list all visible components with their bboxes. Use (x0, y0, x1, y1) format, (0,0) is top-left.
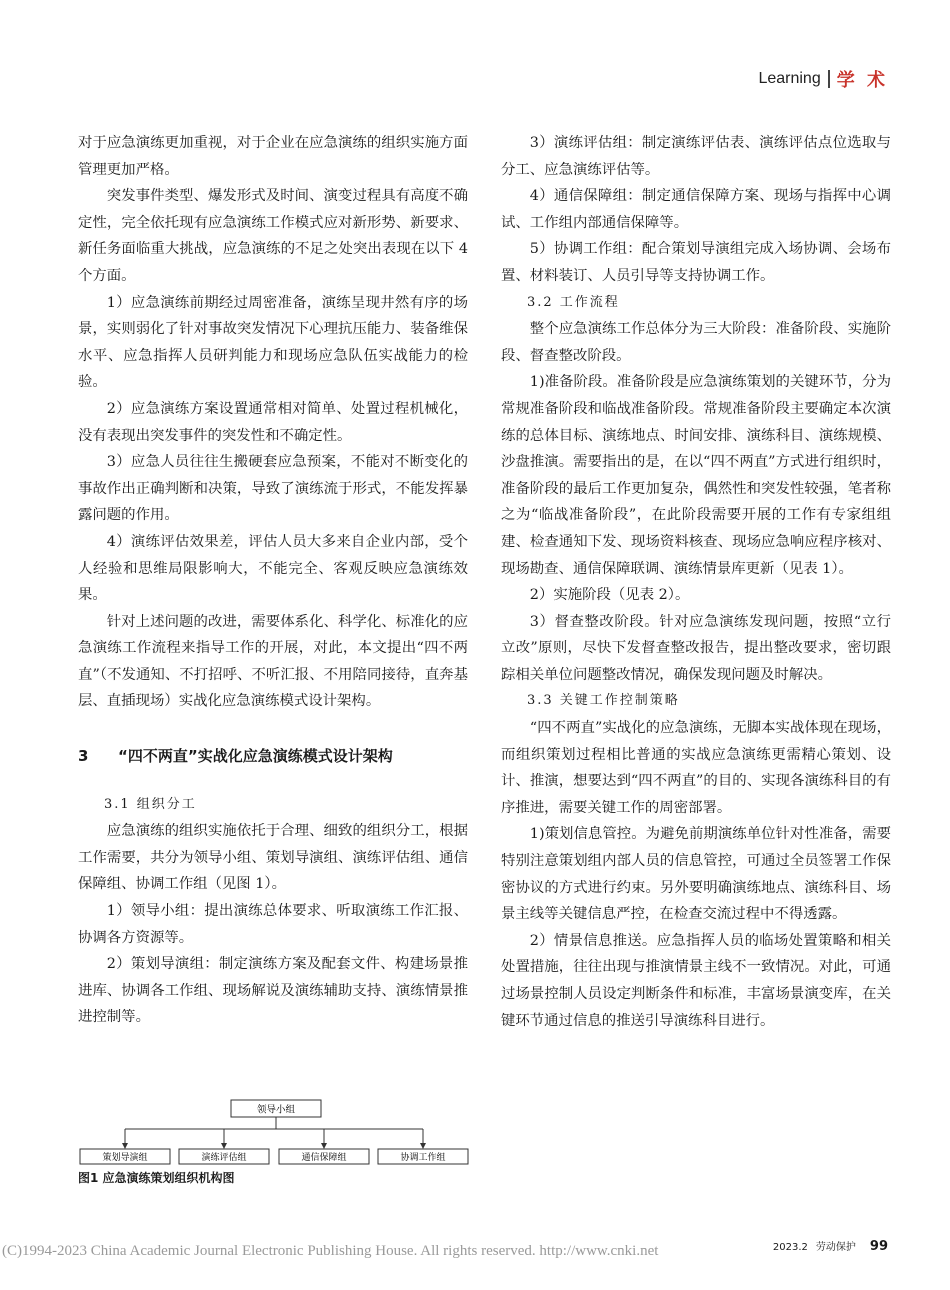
copyright-watermark: (C)1994-2023 China Academic Journal Electronic Publishing House. All rights reserved. http://www.cnki.net (2, 1243, 659, 1259)
arrow-head (221, 1143, 227, 1149)
paragraph: 突发事件类型、爆发形式及时间、演变过程具有高度不确定性，完全依托现有应急演练工作模式应对新形势、新要求、新任务面临重大挑战，应急演练的不足之处突出表现在以下 4 个方面。 (78, 188, 468, 284)
paragraph: 2）实施阶段（见表 2）。 (529, 587, 690, 604)
header-divider (828, 70, 830, 88)
section-number: 3 (78, 747, 89, 766)
subsection-heading: 3.3 关键工作控制策略 (527, 693, 680, 709)
org-child-label: 通信保障组 (301, 1153, 347, 1163)
org-child-label: 策划导演组 (102, 1153, 148, 1163)
paragraph: 2）策划导演组：制定演练方案及配套文件、构建场景推进库、协调各工作组、现场解说及演练辅助支持、演练情景推进控制等。 (78, 956, 468, 1026)
figure-caption: 图1 应急演练策划组织机构图 (78, 1171, 235, 1185)
paragraph: 应急演练的组织实施依托于合理、细致的组织分工，根据工作需要，共分为领导小组、策划导演组、演练评估组、通信保障组、协调工作组（见图 1）。 (78, 823, 468, 893)
section-heading (78, 743, 468, 770)
paragraph: 4）演练评估效果差，评估人员大多来自企业内部，受个人经验和思维局限影响大，不能完全、客观反映应急演练效果。 (78, 533, 468, 604)
org-child-label: 协调工作组 (400, 1153, 446, 1163)
subsection-heading: 3.1 组织分工 (104, 796, 197, 812)
org-chart-diagram (78, 1095, 470, 1167)
paragraph: 整个应急演练工作总体分为三大阶段：准备阶段、实施阶段、督查整改阶段。 (501, 321, 891, 364)
paragraph: 针对上述问题的改进，需要体系化、科学化、标准化的应急演练工作流程来指导工作的开展，对此，本文提出“四不两直”（不发通知、不打招呼、不听汇报、不用陪同接待，直奔基层、直插现场）实战化应急演练模式设计架构。 (78, 613, 468, 710)
paragraph: “四不两直”实战化的应急演练，无脚本实战体现在现场，而组织策划过程相比普通的实战应急演练更需精心策划、设计、推演，想要达到“四不两直”的目的、实现各演练科目的有序推进，需要关键工作的周密部署。 (501, 720, 891, 816)
paragraph: 对于应急演练更加重视，对于企业在应急演练的组织实施方面管理更加严格。 (78, 135, 468, 178)
figure-org-chart (78, 1095, 470, 1186)
paragraph: 3）督查整改阶段。针对应急演练发现问题，按照“立行立改”原则，尽快下发督查整改报告，提出整改要求，密切跟踪相关单位问题整改情况，确保发现问题及时解决。 (501, 613, 891, 683)
arrow-head (420, 1143, 426, 1149)
paragraph: 1)准备阶段。准备阶段是应急演练策划的关键环节，分为常规准备阶段和临战准备阶段。常规准备阶段主要确定本次演练的总体目标、演练地点、时间安排、演练科目、演练规模、沙盘推演。需要指出的是，在以“四不两直”方式进行组织时，准备阶段的最后工作更加复杂，偶然性和突发性较强，笔者称之为“临战准备阶段”，在此阶段需要开展的工作有专家组组建、检查通知下发、现场资料核查、现场应急响应程序核对、现场勘查、通信保障联调、演练情景库更新（见表 1）。 (501, 374, 891, 577)
subsection-heading: 3.2 工作流程 (527, 294, 620, 310)
left-column (78, 130, 468, 1031)
paragraph: 5）协调工作组：配合策划导演组完成入场协调、会场布置、材料装订、人员引导等支持协调工作。 (501, 241, 891, 284)
paragraph: 1)策划信息管控。为避免前期演练单位针对性准备，需要特别注意策划组内部人员的信息管控，可通过全员签署工作保密协议的方式进行约束。另外要明确演练地点、演练科目、场景主线等关键信息严控，在检查交流过程中不得透露。 (501, 826, 891, 923)
footer-magazine: 劳动保护 (815, 1242, 856, 1253)
org-child-label: 演练评估组 (201, 1153, 247, 1163)
section-title: “四不两直”实战化应急演练模式设计架构 (118, 747, 393, 766)
arrow-head (321, 1143, 327, 1149)
header-learning: Learning (758, 70, 821, 87)
right-column (501, 130, 891, 1034)
page-header (758, 66, 888, 92)
paragraph: 4）通信保障组：制定通信保障方案、现场与指挥中心调试、工作组内部通信保障等。 (501, 188, 891, 231)
paragraph: 3）演练评估组：制定演练评估表、演练评估点位选取与分工、应急演练评估等。 (501, 135, 891, 178)
paragraph: 3）应急人员往往生搬硬套应急预案，不能对不断变化的事故作出正确判断和决策，导致了演练流于形式，不能发挥暴露问题的作用。 (78, 454, 468, 524)
footer-issue: 2023.2 (772, 1242, 808, 1253)
paragraph: 2）情景信息推送。应急指挥人员的临场处置策略和相关处置措施，往往出现与推演情景主线不一致情况。对此，可通过场景控制人员设定判断条件和标准，丰富场景演变库，在关键环节通过信息的推送引导演练科目进行。 (501, 932, 891, 1029)
paragraph: 1）应急演练前期经过周密准备，演练呈现井然有序的场景，实则弱化了针对事故突发情况下心理抗压能力、装备维保水平、应急指挥人员研判能力和现场应急队伍实战能力的检验。 (78, 294, 468, 391)
org-root-label: 领导小组 (256, 1104, 296, 1116)
paragraph: 1）领导小组：提出演练总体要求、听取演练工作汇报、协调各方资源等。 (78, 903, 468, 946)
page-number: 99 (869, 1239, 888, 1254)
arrow-head (122, 1143, 128, 1149)
header-section: 学 术 (836, 70, 888, 91)
paragraph: 2）应急演练方案设置通常相对简单、处置过程机械化，没有表现出突发事件的突发性和不确定性。 (78, 400, 468, 444)
page-footer (773, 1238, 888, 1254)
